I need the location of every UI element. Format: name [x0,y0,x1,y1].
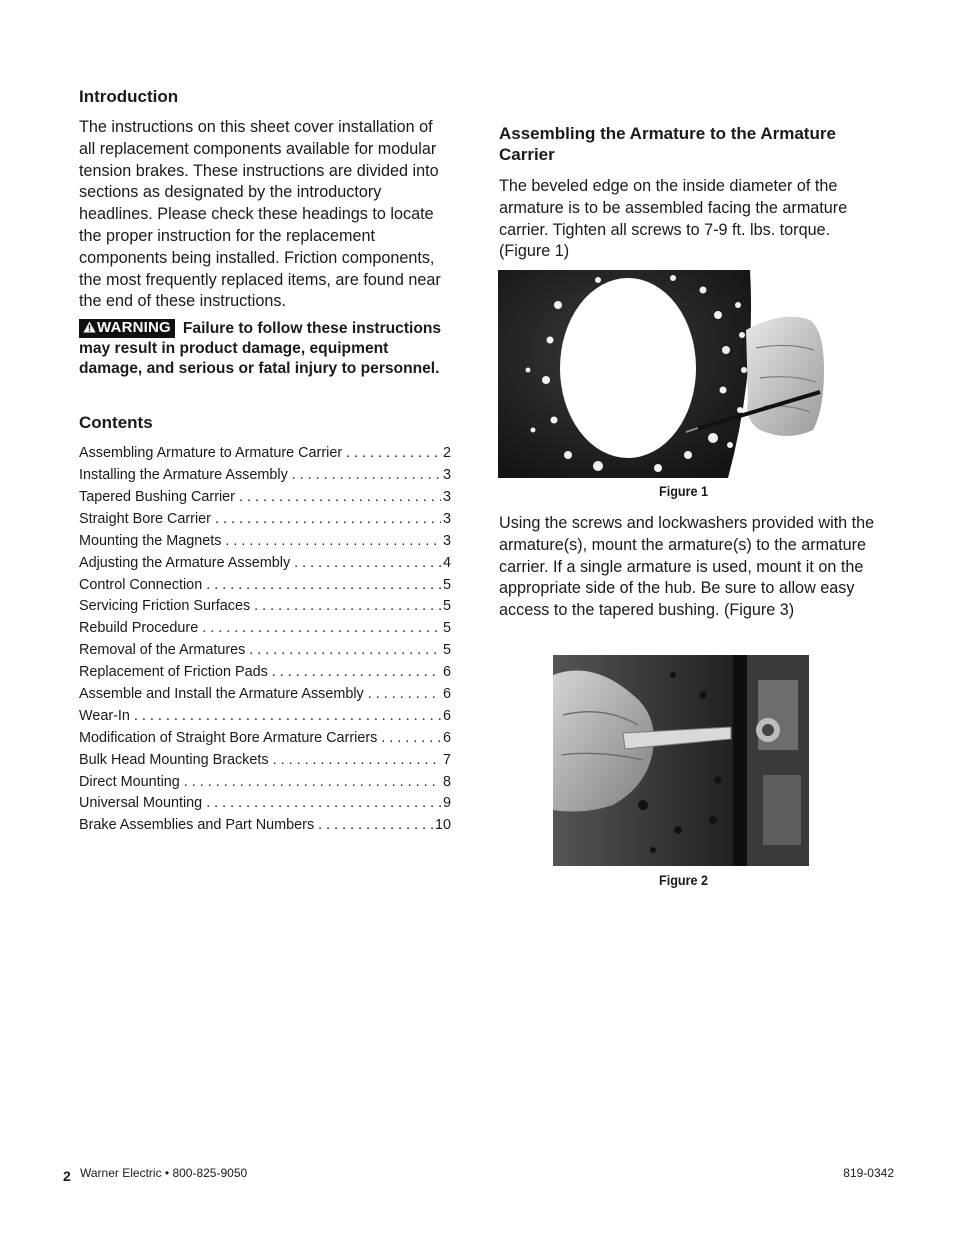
toc-item-title: Bulk Head Mounting Brackets [79,751,269,768]
toc-item-title: Tapered Bushing Carrier [79,488,235,505]
toc-item-page: 4 [442,554,451,571]
toc-item [79,618,451,640]
toc-item-page: 6 [442,707,451,724]
toc-item-title: Adjusting the Armature Assembly [79,554,291,571]
toc-item-title: Straight Bore Carrier [79,510,211,527]
toc-item-page: 6 [442,729,451,746]
toc-item [79,728,451,750]
toc-item-title: Wear-In [79,707,130,724]
toc-item-page: 5 [442,642,451,659]
toc-item-leader [225,531,441,553]
toc-item-leader [184,772,441,794]
armature-carrier-photo [553,655,809,866]
page-number: 2 [63,1168,71,1184]
toc-item [79,793,451,815]
toc-item-leader [292,465,441,487]
toc-item-title: Universal Mounting [79,795,203,812]
toc-item-page: 5 [442,620,451,637]
toc-item-title: Direct Mounting [79,773,180,790]
toc-item [79,815,451,837]
toc-item-page: 6 [442,685,451,702]
armature-photo [498,270,825,478]
right-column-lower [499,513,879,622]
toc-item-page: 8 [442,773,451,790]
left-column [79,86,451,837]
warning-block [79,319,451,379]
toc-item [79,531,451,553]
toc-item-title: Modification of Straight Bore Armature Carriers [79,729,378,746]
warning-triangle-icon [83,320,97,338]
introduction-text: The instructions on this sheet cover installation of all replacement components available for modular tension brakes. These instructions are divided into sections as designated by the introductory headlines. Please check these headings to locate the proper instruction for the replacement components being installed. Friction components, the most frequently replaced items, are found near the end of these instructions. [79,118,441,311]
toc-item-page: 10 [434,817,451,834]
toc-item-page: 7 [442,751,451,768]
toc-item-leader [239,487,441,509]
toc-item [79,443,451,465]
toc-item-leader [206,793,441,815]
toc-item-leader [215,509,441,531]
toc-item [79,553,451,575]
table-of-contents [79,443,451,837]
toc-item-leader [294,553,441,575]
toc-item [79,772,451,794]
toc-item-title: Removal of the Armatures [79,642,246,659]
toc-item-title: Assembling Armature to Armature Carrier [79,445,343,462]
figure-1-caption: Figure 1 [659,483,709,499]
toc-item [79,465,451,487]
toc-item-page: 3 [442,510,451,527]
toc-item [79,750,451,772]
toc-item-leader [206,575,441,597]
warning-badge [79,319,175,338]
toc-item-page: 3 [442,532,451,549]
toc-item-title: Installing the Armature Assembly [79,467,288,484]
figure-1-image [498,270,825,478]
assembly-paragraph-1: The beveled edge on the inside diameter of the armature is to be assembled facing the armature carrier. Tighten all screws to 7-9 ft. lbs. torque. (Figure 1) [499,177,848,261]
toc-item-leader [381,728,441,750]
toc-item [79,640,451,662]
assembly-heading: Assembling the Armature to the Armature Carrier [499,124,836,164]
toc-item-leader [272,662,441,684]
toc-item-leader [273,750,441,772]
toc-item-leader [249,640,441,662]
footer-company: Warner Electric • 800-825-9050 [80,1166,248,1180]
warning-label: WARNING [97,319,171,337]
figure-2-image [553,655,809,866]
toc-item-leader [368,684,441,706]
toc-item-title: Brake Assemblies and Part Numbers [79,817,315,834]
toc-item [79,662,451,684]
toc-item [79,575,451,597]
toc-item-leader [346,443,441,465]
toc-item-page: 5 [442,598,451,615]
toc-item-leader [318,815,433,837]
toc-item-page: 6 [442,664,451,681]
toc-item-title: Rebuild Procedure [79,620,199,637]
toc-item-leader [254,596,441,618]
toc-item-title: Mounting the Magnets [79,532,222,549]
toc-item-title: Assemble and Install the Armature Assembly [79,685,364,702]
toc-item-title: Servicing Friction Surfaces [79,598,251,615]
toc-item-title: Replacement of Friction Pads [79,664,268,681]
toc-item-page: 3 [442,488,451,505]
toc-item-leader [202,618,441,640]
toc-item-page: 3 [442,467,451,484]
toc-item [79,596,451,618]
figure-2-caption: Figure 2 [659,872,709,888]
toc-item [79,684,451,706]
introduction-heading: Introduction [79,87,179,106]
toc-item-title: Control Connection [79,576,203,593]
contents-heading: Contents [79,413,153,433]
toc-item-page: 2 [442,445,451,462]
toc-item [79,487,451,509]
right-column [499,123,879,263]
assembly-paragraph-2: Using the screws and lockwashers provided with the armature(s), mount the armature(s) to the armature carrier. If a single armature is used, mount it on the appropriate side of the hub. Be sure to allow easy access to the tapered bushing. (Figure 3) [499,514,875,620]
toc-item [79,706,451,728]
footer-doc-number: 819-0342 [843,1166,894,1180]
toc-item-page: 9 [442,795,451,812]
toc-item-page: 5 [442,576,451,593]
toc-item-leader [134,706,441,728]
warning-text: Failure to follow these instructions may result in product damage, equipment damage, and serious or fatal injury to personnel. [79,320,442,378]
toc-item [79,509,451,531]
